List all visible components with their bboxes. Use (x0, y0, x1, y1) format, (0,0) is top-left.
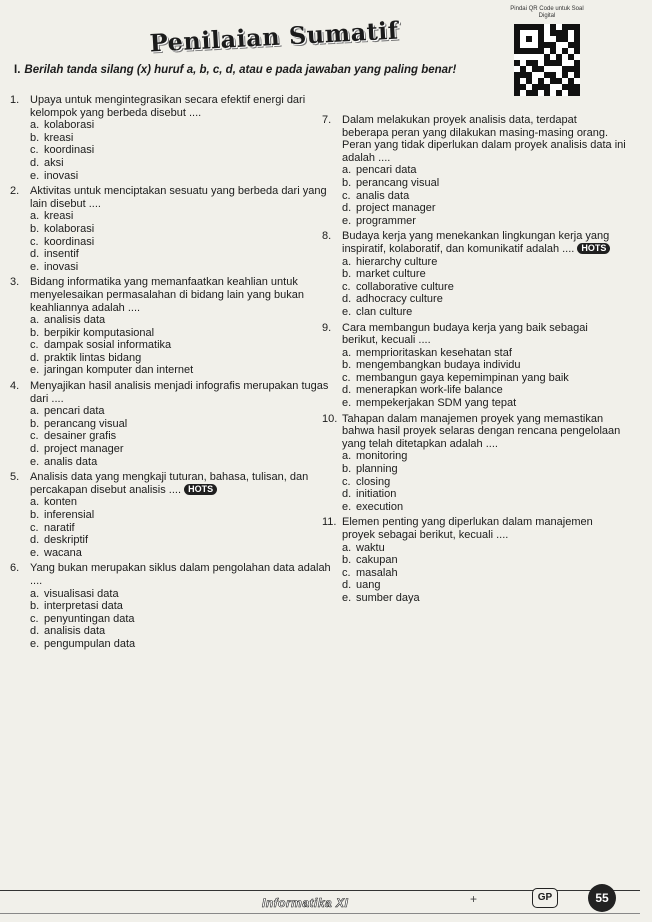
option-text: closing (356, 475, 391, 488)
option-text: kreasi (44, 131, 74, 144)
answer-option[interactable] (30, 364, 332, 377)
question-text-wrap (30, 276, 332, 314)
answer-option[interactable] (342, 450, 626, 463)
question-text-wrap (342, 516, 626, 541)
hots-badge: HOTS (184, 484, 217, 495)
question-text: Yang bukan merupakan siklus dalam pengolahan data adalah .... (30, 562, 331, 587)
option-letter: d. (342, 202, 352, 215)
question-item (10, 562, 332, 650)
option-letter: c. (342, 371, 351, 384)
qr-cell (574, 90, 580, 96)
option-letter: c. (30, 430, 39, 443)
question-text: Budaya kerja yang menekankan lingkungan kerja yang inspiratif, kolaboratif, dan komunikatif adalah .... (342, 230, 610, 255)
answer-option[interactable] (30, 600, 332, 613)
option-text: perancang visual (44, 417, 128, 430)
option-text: cakupan (356, 554, 398, 567)
option-letter: e. (342, 500, 352, 513)
option-letter: a. (342, 164, 352, 177)
question-item (322, 322, 626, 410)
answer-option[interactable] (342, 293, 626, 306)
option-text: interpretasi data (44, 600, 123, 613)
option-text: analisis data (44, 314, 106, 327)
answer-option[interactable] (342, 177, 626, 190)
questions-column-right (322, 114, 626, 608)
option-text: monitoring (356, 450, 408, 463)
option-letter: b. (342, 176, 352, 189)
option-text: naratif (44, 521, 75, 534)
question-text-wrap (30, 471, 332, 496)
answer-option[interactable] (30, 210, 332, 223)
answer-option[interactable] (342, 579, 626, 592)
option-text: adhocracy culture (356, 293, 443, 306)
option-text: memprioritaskan kesehatan staf (356, 346, 512, 359)
answer-option[interactable] (30, 352, 332, 365)
option-letter: c. (30, 612, 39, 625)
option-letter: c. (30, 339, 39, 352)
question-number: 2. (10, 185, 20, 198)
option-letter: b. (342, 268, 352, 281)
option-letter: d. (30, 248, 40, 261)
question-stem (10, 185, 332, 210)
answer-option[interactable] (30, 339, 332, 352)
answer-option[interactable] (342, 164, 626, 177)
question-stem (10, 562, 332, 587)
option-letter: c. (30, 521, 39, 534)
question-stem (322, 114, 626, 164)
answer-option[interactable] (342, 567, 626, 580)
answer-option[interactable] (342, 256, 626, 269)
option-text: desainer grafis (44, 430, 117, 443)
answer-option[interactable] (30, 170, 332, 183)
question-text-wrap (30, 380, 332, 405)
option-letter: b. (342, 359, 352, 372)
answer-option[interactable] (342, 306, 626, 319)
option-letter: e. (342, 591, 352, 604)
question-item (10, 380, 332, 468)
answer-option[interactable] (342, 384, 626, 397)
option-text: membangun gaya kepemimpinan yang baik (356, 371, 569, 384)
question-stem (322, 413, 626, 451)
answer-option[interactable] (342, 359, 626, 372)
question-stem (322, 230, 626, 255)
question-number: 6. (10, 562, 20, 575)
book-title: Informatika XI (262, 896, 349, 910)
answer-option[interactable] (30, 534, 332, 547)
question-item (10, 471, 332, 559)
option-text: market culture (356, 268, 426, 281)
option-text: initiation (356, 488, 397, 501)
qr-code-block (508, 6, 586, 110)
question-text-wrap (30, 185, 332, 210)
question-text: Dalam melakukan proyek analisis data, terdapat beberapa peran yang dilakukan masing-masing orang. Peran yang tidak diperlukan dalam proyek analisis data ini adalah .... (342, 114, 626, 164)
option-letter: b. (30, 417, 40, 430)
option-text: pencari data (44, 405, 105, 418)
option-letter: d. (342, 384, 352, 397)
instruction-text: Berilah tanda silang (x) huruf a, b, c, d, atau e pada jawaban yang paling benar! (24, 64, 457, 76)
option-text: jaringan komputer dan internet (44, 364, 194, 377)
answer-option[interactable] (342, 554, 626, 567)
answer-option[interactable] (30, 314, 332, 327)
option-letter: e. (342, 397, 352, 410)
option-text: programmer (356, 214, 416, 227)
question-number: 4. (10, 380, 20, 393)
option-text: insentif (44, 248, 79, 261)
answer-option[interactable] (30, 613, 332, 626)
option-text: kreasi (44, 210, 74, 223)
option-letter: e. (30, 364, 40, 377)
option-text: penyuntingan data (44, 612, 135, 625)
answer-option[interactable] (30, 456, 332, 469)
option-letter: a. (342, 450, 352, 463)
questions-column-left (10, 94, 332, 654)
question-item (322, 413, 626, 514)
qr-code-icon (514, 24, 580, 96)
option-text: sumber daya (356, 591, 420, 604)
option-letter: a. (30, 314, 40, 327)
option-text: uang (356, 579, 381, 592)
option-text: planning (356, 463, 398, 476)
option-letter: a. (30, 496, 40, 509)
option-text: koordinasi (44, 144, 95, 157)
question-text: Tahapan dalam manajemen proyek yang memastikan bahwa hasil proyek selaras dengan rencana pengelolaan yang telah ditetapkan adalah .... (342, 412, 621, 450)
page-title: Penilaian Sumatif (148, 15, 400, 58)
question-text: Aktivitas untuk menciptakan sesuatu yang berbeda dari yang lain disebut .... (30, 185, 327, 210)
option-text: menerapkan work-life balance (356, 384, 503, 397)
answer-option[interactable] (342, 476, 626, 489)
answer-option[interactable] (30, 119, 332, 132)
answer-option[interactable] (342, 281, 626, 294)
question-text-wrap (342, 413, 626, 451)
question-stem (10, 94, 332, 119)
answer-option[interactable] (342, 268, 626, 281)
option-text: perancang visual (356, 176, 440, 189)
question-stem (10, 276, 332, 314)
answer-option[interactable] (30, 144, 332, 157)
option-text: execution (356, 500, 404, 513)
question-text: Upaya untuk mengintegrasikan secara efektif energi dari kelompok yang berbeda disebut .... (30, 94, 306, 119)
option-letter: d. (30, 351, 40, 364)
option-text: praktik lintas bidang (44, 351, 142, 364)
option-letter: d. (342, 579, 352, 592)
qr-caption: Pindai QR Code untuk Soal Digital (510, 6, 584, 19)
answer-option[interactable] (342, 202, 626, 215)
option-text: project manager (356, 202, 436, 215)
question-stem (322, 322, 626, 347)
option-letter: b. (30, 326, 40, 339)
hots-badge: HOTS (577, 243, 610, 254)
option-text: hierarchy culture (356, 255, 438, 268)
answer-option[interactable] (30, 522, 332, 535)
option-letter: a. (30, 587, 40, 600)
question-number: 3. (10, 276, 20, 289)
question-text-wrap (30, 562, 332, 587)
option-letter: c. (342, 566, 351, 579)
question-item (10, 185, 332, 273)
option-letter: e. (30, 455, 40, 468)
option-text: kolaborasi (44, 119, 95, 132)
question-number: 10. (322, 412, 338, 425)
option-text: koordinasi (44, 235, 95, 248)
answer-option[interactable] (30, 132, 332, 145)
option-text: aksi (44, 156, 64, 169)
option-letter: d. (342, 488, 352, 501)
option-text: mempekerjakan SDM yang tepat (356, 397, 517, 410)
question-item (10, 94, 332, 182)
section-number: I. (14, 64, 21, 76)
answer-option[interactable] (30, 327, 332, 340)
option-letter: b. (30, 222, 40, 235)
question-text-wrap (342, 322, 626, 347)
answer-option[interactable] (30, 547, 332, 560)
option-letter: e. (30, 546, 40, 559)
answer-option[interactable] (342, 488, 626, 501)
option-text: analis data (356, 189, 410, 202)
answer-option[interactable] (342, 501, 626, 514)
option-text: inferensial (44, 509, 95, 521)
option-letter: c. (342, 475, 351, 488)
option-letter: c. (30, 144, 39, 157)
option-text: analisis data (44, 625, 106, 638)
question-text-wrap (342, 114, 626, 164)
option-text: analis data (44, 455, 98, 468)
option-text: deskriptif (44, 534, 89, 547)
option-letter: d. (30, 156, 40, 169)
option-letter: b. (30, 600, 40, 613)
question-number: 7. (322, 114, 332, 126)
answer-option[interactable] (30, 223, 332, 236)
gp-badge: GP (532, 888, 558, 908)
question-number: 1. (10, 94, 20, 106)
option-letter: e. (342, 214, 352, 227)
question-text: Bidang informatika yang memanfaatkan keahlian untuk menyelesaikan permasalahan di bidang lain yang bukan keahliannya adalah .... (30, 276, 304, 314)
page-number: 55 (588, 884, 616, 912)
answer-option[interactable] (30, 261, 332, 274)
option-text: inovasi (44, 260, 79, 273)
option-letter: e. (342, 305, 352, 318)
question-item (322, 516, 626, 604)
option-text: konten (44, 496, 78, 509)
question-text-wrap (342, 230, 626, 255)
option-text: kolaborasi (44, 222, 95, 235)
option-letter: a. (30, 405, 40, 418)
option-text: waktu (356, 541, 385, 554)
question-number: 11. (322, 516, 337, 529)
question-stem (10, 380, 332, 405)
answer-option[interactable] (30, 236, 332, 249)
option-text: pengumpulan data (44, 637, 136, 650)
option-text: inovasi (44, 169, 79, 182)
option-text: masalah (356, 566, 398, 579)
option-text: project manager (44, 443, 124, 456)
question-number: 9. (322, 321, 332, 334)
question-text-wrap (30, 94, 332, 119)
option-letter: e. (30, 169, 40, 182)
option-letter: d. (342, 293, 352, 306)
option-letter: e. (30, 637, 40, 650)
answer-option[interactable] (342, 397, 626, 410)
question-text: Analisis data yang mengkaji tuturan, bahasa, tulisan, dan percakapan disebut analisis .... (30, 471, 309, 496)
question-item (322, 114, 626, 227)
page-footer (0, 872, 652, 922)
answer-option[interactable] (30, 405, 332, 418)
question-number: 5. (10, 471, 20, 484)
option-letter: a. (342, 255, 352, 268)
option-letter: a. (30, 119, 40, 132)
option-letter: a. (342, 541, 352, 554)
option-letter: c. (342, 189, 351, 202)
answer-option[interactable] (30, 418, 332, 431)
question-text: Cara membangun budaya kerja yang baik sebagai berikut, kecuali .... (342, 321, 588, 347)
answer-option[interactable] (30, 509, 332, 522)
answer-option[interactable] (342, 542, 626, 555)
question-text: Menyajikan hasil analisis menjadi infografis merupakan tugas dari .... (30, 380, 329, 405)
option-text: clan culture (356, 305, 413, 318)
answer-option[interactable] (30, 625, 332, 638)
answer-option[interactable] (342, 190, 626, 203)
answer-option[interactable] (30, 588, 332, 601)
option-text: dampak sosial informatika (44, 339, 172, 352)
answer-option[interactable] (342, 215, 626, 228)
option-letter: c. (342, 280, 351, 293)
option-letter: b. (30, 509, 40, 521)
option-text: visualisasi data (44, 587, 119, 600)
option-letter: d. (30, 443, 40, 456)
answer-option[interactable] (30, 443, 332, 456)
question-item (322, 230, 626, 318)
option-letter: d. (30, 534, 40, 547)
question-text: Elemen penting yang diperlukan dalam manajemen proyek sebagai berikut, kecuali .... (342, 516, 593, 541)
option-letter: d. (30, 625, 40, 638)
option-letter: c. (30, 235, 39, 248)
answer-option[interactable] (30, 430, 332, 443)
question-stem (10, 471, 332, 496)
option-text: mengembangkan budaya individu (356, 359, 521, 372)
plus-icon: + (470, 892, 478, 906)
option-text: berpikir komputasional (44, 326, 155, 339)
option-text: wacana (44, 546, 82, 559)
answer-option[interactable] (30, 496, 332, 509)
option-letter: a. (342, 346, 352, 359)
option-letter: a. (30, 210, 40, 223)
answer-option[interactable] (342, 372, 626, 385)
answer-option[interactable] (30, 157, 332, 170)
question-number: 8. (322, 230, 332, 243)
section-instruction (14, 64, 504, 77)
answer-option[interactable] (342, 592, 626, 605)
answer-option[interactable] (30, 638, 332, 651)
answer-option[interactable] (30, 248, 332, 261)
option-letter: b. (30, 131, 40, 144)
option-letter: e. (30, 260, 40, 273)
option-letter: b. (342, 554, 352, 567)
option-letter: b. (342, 463, 352, 476)
answer-option[interactable] (342, 463, 626, 476)
option-text: pencari data (356, 164, 417, 177)
question-stem (322, 516, 626, 541)
question-item (10, 276, 332, 377)
option-text: collaborative culture (356, 280, 454, 293)
answer-option[interactable] (342, 347, 626, 360)
